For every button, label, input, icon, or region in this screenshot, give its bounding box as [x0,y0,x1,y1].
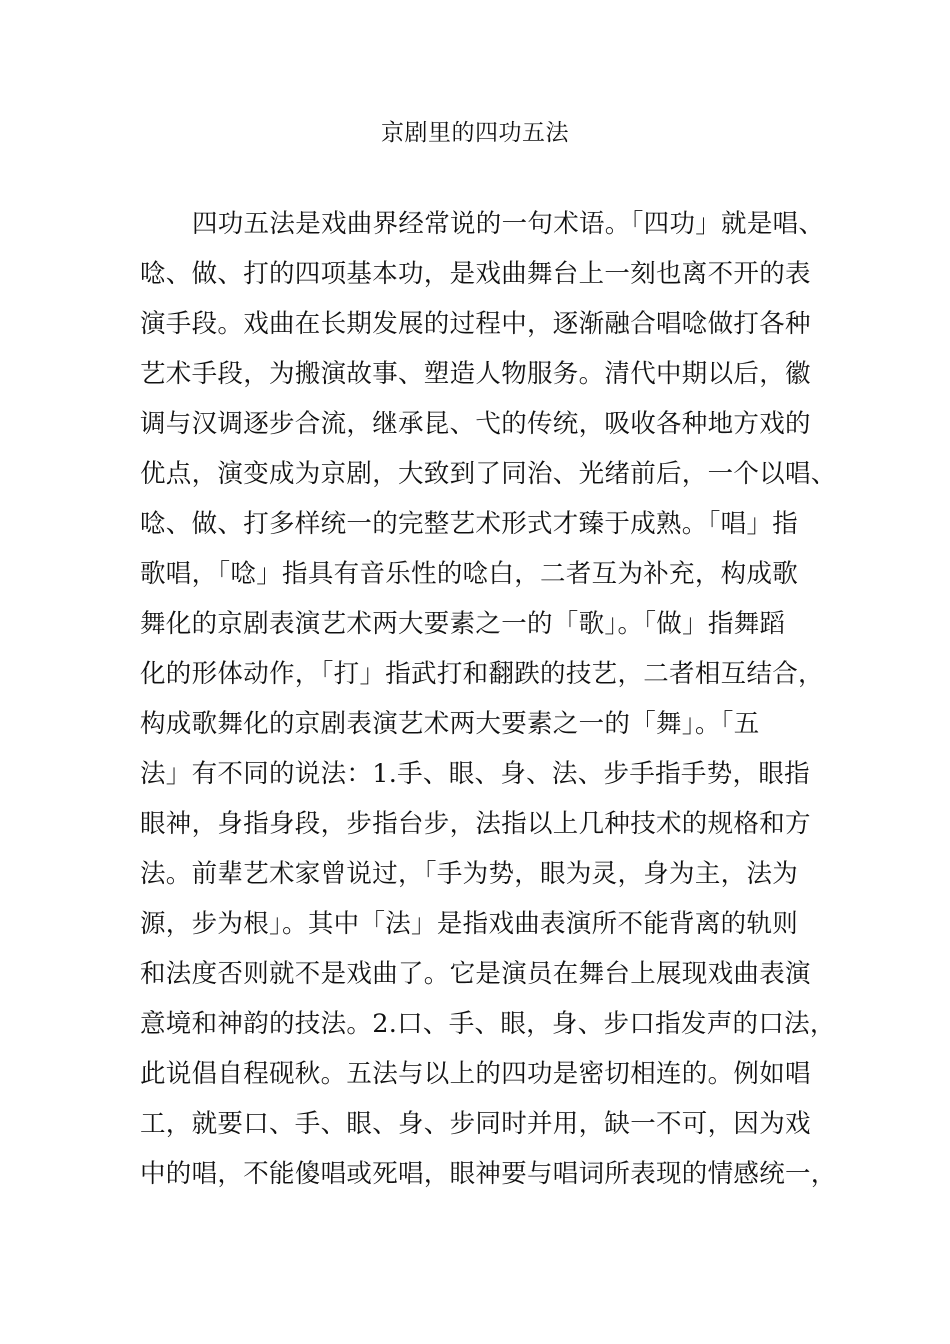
paragraph-line: 唸、做、打的四项基本功，是戏曲舞台上一刻也离不开的表 [140,259,811,289]
paragraph-line: 优点，演变成为京剧，大致到了同治、光绪前后，一个以唱、 [140,459,837,489]
document-body [140,204,840,1204]
paragraph-line: 构成歌舞化的京剧表演艺术两大要素之一的「舞」。「五 [140,709,760,739]
paragraph-line: 调与汉调逐步合流，继承昆、弋的传统，吸收各种地方戏的 [140,409,811,439]
paragraph-line: 和法度否则就不是戏曲了。它是演员在舞台上展现戏曲表演 [140,959,811,989]
paragraph-line: 工，就要口、手、眼、身、步同时并用，缺一不可，因为戏 [140,1109,811,1139]
paragraph-line: 唸、做、打多样统一的完整艺术形式才臻于成熟。「唱」指 [140,509,799,539]
paragraph-line: 法」有不同的说法：1.手、眼、身、法、步手指手势，眼指 [140,759,810,789]
paragraph-line: 艺术手段，为搬演故事、塑造人物服务。清代中期以后，徽 [140,359,811,389]
paragraph-line: 意境和神韵的技法。2.口、手、眼，身、步口指发声的口法， [140,1009,836,1039]
paragraph-line: 歌唱，「唸」指具有音乐性的唸白，二者互为补充，构成歌 [140,559,799,589]
paragraph-line: 此说倡自程砚秋。五法与以上的四功是密切相连的。例如唱 [140,1059,811,1089]
paragraph-line: 源，步为根」。其中「法」是指戏曲表演所不能背离的轨则 [140,909,799,939]
paragraph-line: 四功五法是戏曲界经常说的一句术语。「四功」就是唱、 [192,209,825,239]
paragraph-line: 法。前辈艺术家曾说过，「手为势，眼为灵，身为主，法为 [140,859,799,889]
document-title: 京剧里的四功五法 [381,120,569,146]
paragraph-line: 眼神，身指身段，步指台步，法指以上几种技术的规格和方 [140,809,811,839]
paragraph-line: 中的唱，不能傻唱或死唱，眼神要与唱词所表现的情感统一， [140,1159,837,1189]
paragraph-line: 演手段。戏曲在长期发展的过程中，逐渐融合唱唸做打各种 [140,309,811,339]
paragraph-line: 化的形体动作，「打」指武打和翻跌的技艺，二者相互结合， [140,659,824,689]
paragraph-line: 舞化的京剧表演艺术两大要素之一的「歌」。「做」指舞蹈 [140,609,786,639]
